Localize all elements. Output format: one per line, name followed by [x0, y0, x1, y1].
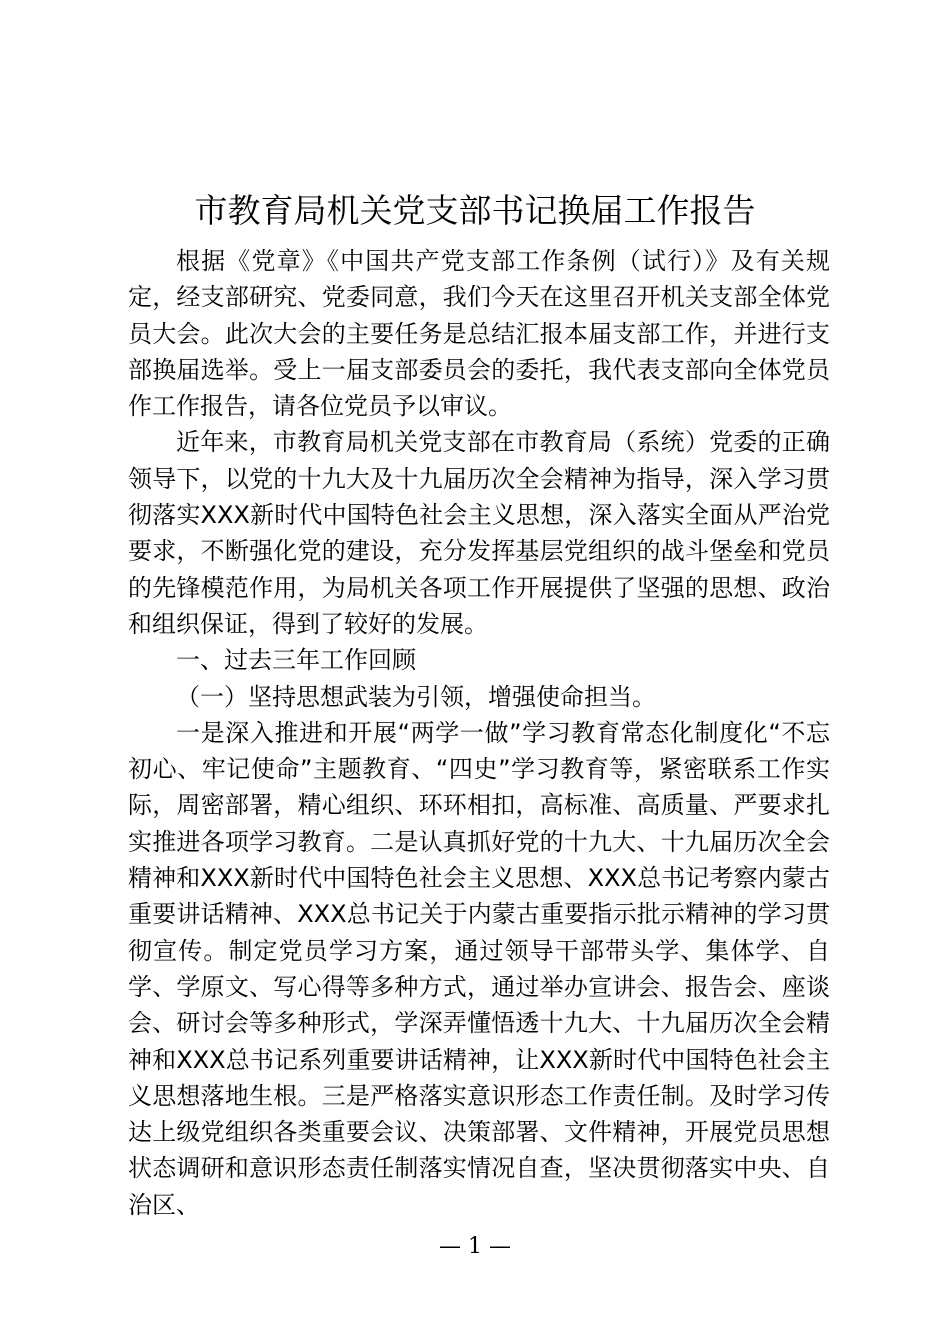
document-title: 市教育局机关党支部书记换届工作报告 — [194, 191, 756, 230]
paragraph-detail: 一是深入推进和开展“两学一做”学习教育常态化制度化“不忘初心、牢记使命”主题教育、“四史”学习教育等，紧密联系工作实际，周密部署，精心组织、环环相扣，高标准、高质量、严要求扎实推进各项学习教育。二是认真抓好党的十九大、十九届历次全会精神和XXX新时代中国特色社会主义思想、XXX总书记考察内蒙古重要讲话精神、XXX总书记关于内蒙古重要指示批示精神的学习贯彻宣传。制定党员学习方案，通过领导干部带头学、集体学、自学、学原文、写心得等多种方式，通过举办宣讲会、报告会、座谈会、研讨会等多种形式，学深弄懂悟透十九大、十九届历次全会精神和XXX总书记系列重要讲话精神，让XXX新时代中国特色社会主义思想落地生根。三是严格落实意识形态工作责任制。及时学习传达上级党组织各类重要会议、决策部署、文件精神，开展党员思想状态调研和意识形态责任制落实情况自查，坚决贯彻落实中央、自治区、 — [128, 718, 830, 1219]
subsection-heading: （一）坚持思想武装为引领，增强使命担当。 — [176, 682, 656, 711]
paragraph-overview: 近年来，市教育局机关党支部在市教育局（系统）党委的正确领导下，以党的十九大及十九届历次全会精神为指导，深入学习贯彻落实XXX新时代中国特色社会主义思想，深入落实全面从严治党要求，不断强化党的建设，充分发挥基层党组织的战斗堡垒和党员的先锋模范作用，为局机关各项工作开展提供了坚强的思想、政治和组织保证，得到了较好的发展。 — [128, 428, 830, 638]
document-body — [128, 243, 830, 1223]
page-number: — 1 — — [439, 1234, 511, 1259]
section-heading: 一、过去三年工作回顾 — [176, 646, 416, 675]
paragraph-intro: 根据《党章》《中国共产党支部工作条例（试行）》及有关规定，经支部研究、党委同意，我们今天在这里召开机关支部全体党员大会。此次大会的主要任务是总结汇报本届支部工作，并进行支部换届选举。受上一届支部委员会的委托，我代表支部向全体党员作工作报告，请各位党员予以审议。 — [128, 247, 830, 421]
